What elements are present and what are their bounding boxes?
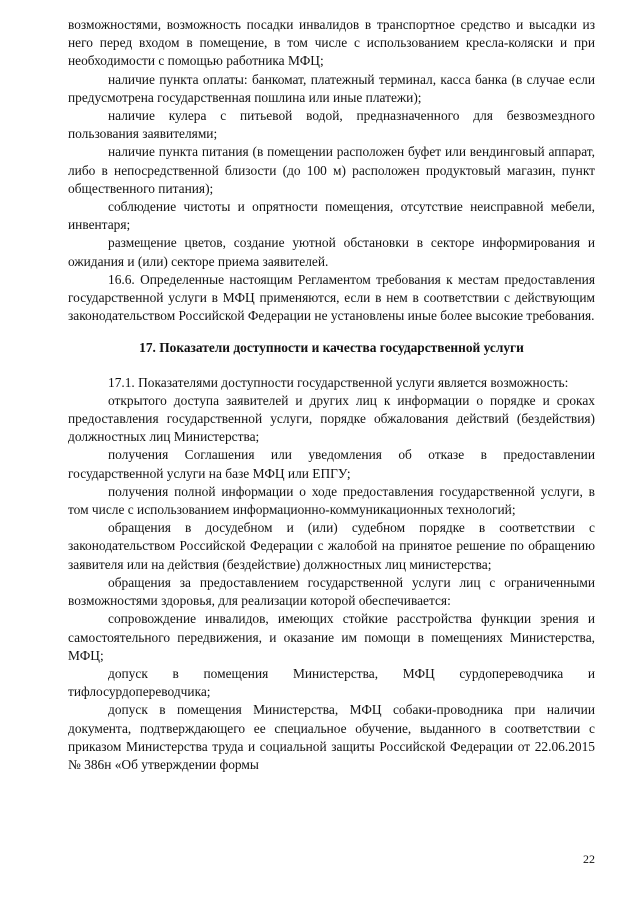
- paragraphs-top: [68, 16, 595, 325]
- paragraph: сопровождение инвалидов, имеющих стойкие расстройства функции зрения и самостоятельного передвижения, и оказание им помощи в помещениях Министерства, МФЦ;: [68, 611, 595, 663]
- paragraph: 16.6. Определенные настоящим Регламентом требования к местам предоставления государственной услуги в МФЦ применяются, если в нем в соответствии с действующим законодательством Российской Федерации не установлены иные более высокие требования.: [68, 271, 595, 324]
- paragraph: допуск в помещения Министерства, МФЦ собаки-проводника при наличии документа, подтверждающего ее специальное обучение, выданного в соответствии с приказом Министерства труда и социальной защиты Российской Федерации от 22.06.2015 № 386н «Об утверждении формы: [68, 702, 595, 772]
- paragraph: допуск в помещения Министерства, МФЦ сурдопереводчика и тифлосурдопереводчика;: [68, 665, 595, 700]
- paragraph: размещение цветов, создание уютной обстановки в секторе информирования и ожидания и (или) секторе приема заявителей.: [68, 235, 595, 269]
- paragraph: возможностями, возможность посадки инвалидов в транспортное средство и высадки из него перед входом в помещение, в том числе с использованием кресла-коляски и при необходимости с помощью работника МФЦ;: [68, 17, 595, 69]
- paragraph: открытого доступа заявителей и других лиц к информации о порядке и сроках предоставления государственной услуги, порядке обжалования действий (бездействия) должностных лиц Министерства;: [68, 392, 595, 445]
- document-page: [68, 16, 595, 774]
- paragraphs-bottom: [68, 374, 595, 774]
- paragraph: наличие пункта оплаты: банкомат, платежный терминал, касса банка (в случае если предусмотрена государственная пошлина или иные платежи);: [68, 71, 595, 105]
- paragraph: обращения в досудебном и (или) судебном порядке в соответствии с законодательством Российской Федерации с жалобой на принятое решение по обращению заявителя или на действия (бездействие) должностных лиц министерства;: [68, 520, 595, 572]
- paragraph: соблюдение чистоты и опрятности помещения, отсутствие неисправной мебели, инвентаря;: [68, 199, 595, 233]
- paragraph: получения полной информации о ходе предоставления государственной услуги, в том числе с использованием информационно-коммуникационных технологий;: [68, 483, 595, 518]
- paragraph: получения Соглашения или уведомления об отказе в предоставлении государственной услуги на базе МФЦ или ЕПГУ;: [68, 447, 595, 481]
- section-heading: 17. Показатели доступности и качества государственной услуги: [139, 340, 524, 356]
- paragraph: 17.1. Показателями доступности государственной услуги является возможность:: [108, 374, 569, 390]
- paragraph: наличие кулера с питьевой водой, предназначенного для безвозмездного пользования заявителями;: [68, 108, 595, 142]
- page-number: 22: [583, 852, 595, 866]
- paragraph: обращения за предоставлением государственной услуги лиц с ограниченными возможностями здоровья, для реализации которой обеспечивается:: [68, 574, 595, 609]
- paragraph: наличие пункта питания (в помещении расположен буфет или вендинговый аппарат, либо в непосредственной близости (до 100 м) расположен продуктовый магазин, пункт общественного питания);: [68, 144, 595, 196]
